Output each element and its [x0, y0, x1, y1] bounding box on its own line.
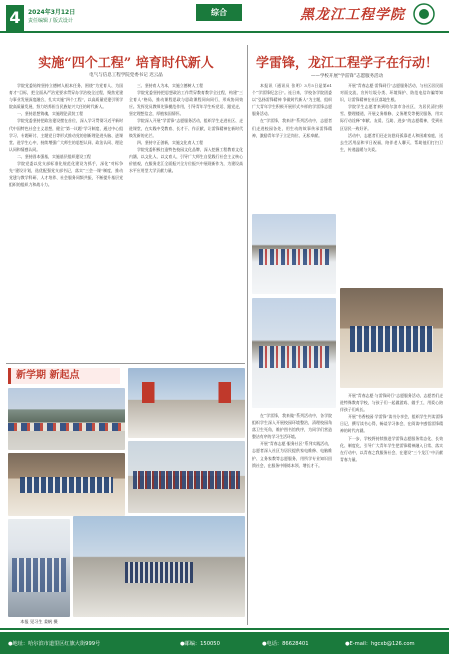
volunteers-classroom-photo: [252, 298, 336, 408]
paragraph: 开展“青春志愿·服务社区”系列实践活动，志愿者深入社区为居民提供家电维修、电脑维护、义务家教等志愿服务，用所学专业知识回馈社会，在服务中锤炼本领、增长才干。: [252, 441, 332, 468]
photo-section-title: 新学期 新起点: [8, 368, 120, 384]
footer-postcode: ●邮编：150050: [180, 641, 220, 647]
classroom-photo: [8, 519, 70, 617]
school-logo-icon: [412, 3, 436, 25]
right-headline: 学雷锋，龙江工程学子在行动！: [255, 56, 438, 71]
paragraph: 学院党委始终坚持立德树人根本任务，围绕“为党育人、为国育才”目标，把全面从严治党要求贯穿办学治校全过程，聚焦党建与事业发展深度融合，扎实实施“四个工程”，以高质量党建引领学院高质量发展，努力培养担当民族复兴大任的时代新人。: [9, 83, 123, 110]
masthead-title: 黑龙江工程学院: [300, 7, 405, 23]
paragraph: 四、坚持守正创新，实施文化育人工程: [137, 139, 204, 145]
section-label: 综合: [196, 4, 242, 21]
footer-rule: [0, 628, 449, 630]
paragraph: 学院深入开展“学雷锋”志愿服务活动，组织学生走进社区、走进课堂，在实践中受教育、长才干、作贡献，让雷锋精神在新时代焕发新的光芒。: [129, 118, 243, 138]
column-divider: [247, 45, 248, 625]
paragraph: 学院党委坚持把思想政治工作贯穿教育教学全过程，构建“三全育人”格局，推动课程思政与思政课程同向同行，形成协同效应。发挥党员教师先锋模范作用，引导青年学生听党话、跟党走，坚定理想信念，厚植家国情怀。: [129, 90, 243, 117]
footer-email: ●E-mail：hgcxb@126.com: [345, 641, 415, 647]
page-number: 4: [6, 5, 24, 31]
right-article-col-4: [340, 392, 443, 617]
paragraph: 三、坚持育人为本，实施立德树人工程: [137, 83, 204, 88]
left-article-col-1: [9, 82, 123, 365]
page-footer: [0, 632, 449, 654]
paragraph: 在“学雷锋，我来做”系列活动中，各学院组织学生深入开展校园环境整治，清理校园角落卫生死角，维护图书馆秩序，为同学们营造整洁有序的学习生活环境。: [252, 413, 332, 440]
students-track-photo: [8, 388, 125, 450]
paragraph: 活动中，志愿者们还走访慰问孤寡老人和困难家庭，送去生活用品和节日祝福，陪伴老人聊天，帮助他们打扫卫生，传递温暖与关爱。: [340, 132, 443, 152]
footer-address: ●地址：哈尔滨市道里区红旗大街999号: [8, 641, 101, 647]
paragraph: 学院党委积极打造特色校园文化品牌，深入挖掘工程教育文化内涵，以文化人、以文育人，引导广大师生自觉践行社会主义核心价值观，在服务龙江全面振兴全方位振兴中展现新作为，为建设高水平应用型大学贡献力量。: [129, 146, 243, 174]
page-header: [0, 0, 449, 40]
section-divider: [6, 363, 245, 364]
paragraph: 二、坚持固本强基，实施基层组织建设工程: [17, 153, 91, 159]
left-headline: 实施“四个工程” 培育时代新人: [38, 56, 214, 71]
right-article-col-2: [340, 82, 443, 282]
left-article-col-2: [129, 82, 243, 365]
paragraph: 在“学雷锋，我来讲”系列活动中，志愿者们走进校园各处，用生动的故事传承雷锋精神，激励青年学子立足岗位、无私奉献。: [252, 118, 332, 138]
paragraph: 开展“青春志愿·雷锋同行”志愿服务活动，与社区居民面对面交流，宣传垃圾分类、环境保护、防范电信诈骗等知识，让雷锋精神在社区落地生根。: [340, 83, 443, 103]
students-group-photo: [128, 441, 245, 513]
campus-road-photo: [73, 516, 245, 617]
footer-phone: ●电话：86628401: [262, 641, 309, 647]
paragraph: 学院党委坚持把政治建设摆在首位，深入学习贯彻习近平新时代中国特色社会主义思想，健全“第一议题”学习制度，通过中心组学习、专题研讨、主题党日等形式推动党的创新理论进头脑、进课堂、进学生心中，持续增强广大师生的思想认同、政治认同、理论认同和情感认同。: [9, 118, 123, 152]
paragraph: 学院党委以党支部标准化规范化建设为抓手，深化“对标争先”建设计划，选优配强党支部书记，落实“三会一课”制度，推动党建与教学科研、人才培养、社会服务同频共振，不断提升基层党组织的组织力和战斗力。: [9, 161, 123, 188]
paragraph: 一、坚持思想铸魂，实施理论武装工程: [17, 111, 84, 117]
paragraph: 开展“青春志愿·与雷锋同行”志愿服务活动，志愿者们走进特殊教育学校，与孩子们一起做游戏、做手工，用爱心陪伴孩子们成长。: [340, 393, 443, 413]
right-article-col-1: [252, 82, 332, 210]
issue-date: 2024年3月12日: [28, 9, 76, 16]
paragraph: 下一步，学校将持续推进学雷锋志愿服务常态化、长效化、制度化，引导广大青年学生把雷锋精神融入日常、落实在行动中，以青春之我服务社会，在建设“三个龙江”中贡献青春力量。: [340, 435, 443, 462]
photo-caption: 本报 见习生 姜帆 摄: [20, 619, 58, 624]
paragraph: 本报讯（通讯员 张明）3月5日是第61个“学雷锋纪念日”。连日来，学校各学院团委以“弘扬雷锋精神 争做时代新人”为主题，组织广大青年学生积极开展形式多样的学雷锋志愿服务活动。: [252, 83, 332, 117]
campus-gate-photo: [128, 368, 245, 438]
volunteers-hall-photo: [340, 288, 443, 388]
paragraph: 学院学生志愿者来到哈尔滨市各社区，为居民清扫积雪、整理楼道，开展义务维修、义务理发等便民服务，用实际行动诠释“奉献、友爱、互助、进步”的志愿精神，受到社区居民一致好评。: [340, 104, 443, 131]
hall-gathering-photo: [8, 453, 125, 516]
header-rule: [0, 31, 449, 33]
right-article-col-3: [252, 412, 332, 617]
right-byline: ——学校开展“学雷锋”志愿服务活动: [310, 74, 384, 79]
editor-line: 责任编辑 / 版式设计: [28, 18, 73, 24]
left-byline: 电气与信息工程学院党委书记 迟云晶: [89, 73, 163, 78]
volunteers-snow-photo: [252, 214, 336, 294]
paragraph: 开展“书香校园·学雷锋”读书分享会，组织学生共读雷锋日记，撰写读书心得，畅谈学习体会，在阅读中感悟雷锋精神的时代内涵。: [340, 414, 443, 434]
